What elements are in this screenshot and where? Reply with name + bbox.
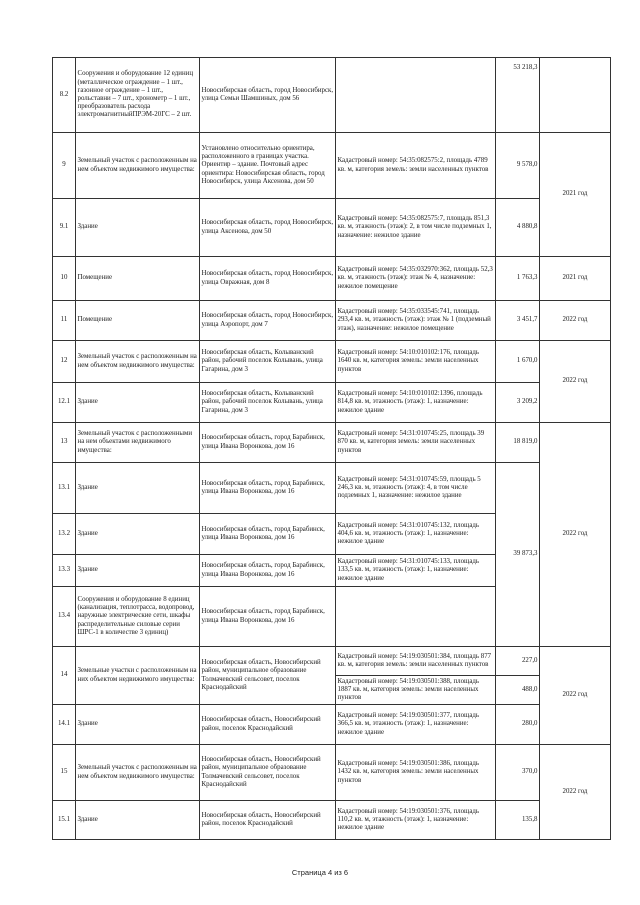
area-value: 135,8 [496, 801, 540, 840]
cadastral-info: Кадастровый номер: 54:19:030501:376, площадь 110,2 кв. м, этажность (этаж): 1, назначение: нежилое здание [336, 801, 496, 840]
row-number: 9 [53, 133, 76, 199]
year-cell: 2021 год [540, 133, 611, 257]
row-number: 13.3 [53, 555, 76, 587]
table-row [53, 58, 611, 133]
cadastral-info: Кадастровый номер: 54:19:030501:384, площадь 877 кв. м, категория земель: земли населенных пунктов [336, 647, 496, 676]
object-address: Новосибирская область, город Барабинск, улица Ивана Воронкова, дом 16 [200, 514, 336, 555]
area-value: 18 819,0 [496, 423, 540, 463]
table-row [53, 705, 611, 745]
cadastral-info [336, 587, 496, 647]
object-name: Земельный участок с расположенным на нем объектом недвижимого имущества: [76, 341, 200, 383]
page-number: Страница 4 из 6 [291, 868, 349, 877]
row-number: 12 [53, 341, 76, 383]
object-address: Новосибирская область, Новосибирский район, поселок Краснодайский [200, 705, 336, 745]
row-number: 12.1 [53, 383, 76, 423]
object-address: Новосибирская область, город Новосибирск, улица Овражная, дом 8 [200, 257, 336, 301]
row-number: 10 [53, 257, 76, 301]
row-number: 13 [53, 423, 76, 463]
area-value: 1 763,3 [496, 257, 540, 301]
table-row [53, 133, 611, 199]
row-number: 11 [53, 301, 76, 341]
property-table [52, 57, 611, 840]
area-value: 53 218,3 [496, 58, 540, 133]
area-value: 3 451,7 [496, 301, 540, 341]
cadastral-info [336, 58, 496, 133]
cadastral-info: Кадастровый номер: 54:10:010102:176, площадь 1640 кв. м, категория земель: земли населенных пунктов [336, 341, 496, 383]
object-name: Здание [76, 555, 200, 587]
cadastral-info: Кадастровый номер: 54:19:030501:377, площадь 366,5 кв. м, этажность (этаж): 1, назначение: нежилое здание [336, 705, 496, 745]
object-address: Новосибирская область, Новосибирский район, муниципальное образование Толмачевский сельсовет, поселок Краснодайский [200, 745, 336, 801]
area-value: 488,0 [496, 676, 540, 705]
table-row [53, 341, 611, 383]
object-address: Новосибирская область, город Новосибирск, улица Аксенова, дом 50 [200, 199, 336, 257]
row-number: 9.1 [53, 199, 76, 257]
object-name: Земельный участок с расположенным на нем объектом недвижимого имущества: [76, 745, 200, 801]
row-number: 14 [53, 647, 76, 705]
year-cell: 2022 год [540, 423, 611, 647]
table-row [53, 745, 611, 801]
object-address: Новосибирская область, Колыванский район, рабочий поселок Колывань, улица Гагарина, дом 3 [200, 383, 336, 423]
cadastral-info: Кадастровый номер: 54:19:030501:386, площадь 1432 кв. м, категория земель: земли населенных пунктов [336, 745, 496, 801]
object-name: Помещение [76, 301, 200, 341]
area-value: 1 670,0 [496, 341, 540, 383]
table-row [53, 257, 611, 301]
object-name: Здание [76, 801, 200, 840]
year-cell: 2022 год [540, 341, 611, 423]
cadastral-info: Кадастровый номер: 54:35:082575:2, площадь 4789 кв. м, категория земель: земли населенных пунктов [336, 133, 496, 199]
year-cell: 2022 год [540, 647, 611, 745]
table-row [53, 383, 611, 423]
year-cell [540, 58, 611, 133]
object-name: Здание [76, 514, 200, 555]
row-number: 15 [53, 745, 76, 801]
object-address: Новосибирская область, город Барабинск, улица Ивана Воронкова, дом 16 [200, 587, 336, 647]
table-row [53, 423, 611, 463]
table-row [53, 301, 611, 341]
row-number: 13.2 [53, 514, 76, 555]
year-cell: 2022 год [540, 745, 611, 840]
area-value: 227,0 [496, 647, 540, 676]
year-cell: 2021 год [540, 257, 611, 301]
cadastral-info: Кадастровый номер: 54:31:010745:133, площадь 133,5 кв. м, этажность (этаж): 1, назначение: нежилое здание [336, 555, 496, 587]
table-row [53, 199, 611, 257]
object-name: Земельные участки с расположенным на них объектом недвижимого имущества: [76, 647, 200, 705]
row-number: 8.2 [53, 58, 76, 133]
table-row [53, 463, 611, 514]
object-address: Новосибирская область, город Новосибирск, улица Аэропорт, дом 7 [200, 301, 336, 341]
cadastral-info: Кадастровый номер: 54:10:010102:1396, площадь 814,8 кв. м, этажность (этаж): 1, назначение: нежилое здание [336, 383, 496, 423]
object-name: Сооружения и оборудование 12 единиц (металлическое ограждение – 1 шт., газонное ограждение – 1 шт., рольставни – 7 шт., хронометр – 1 шт., преобразователь расхода электромагнитныйПРЭМ-20ГС – 2 шт. [76, 58, 200, 133]
object-name: Здание [76, 463, 200, 514]
cadastral-info: Кадастровый номер: 54:31:010745:132, площадь 404,6 кв. м, этажность (этаж): 1, назначение: нежилое здание [336, 514, 496, 555]
object-name: Сооружения и оборудование 8 единиц (канализация, теплотрасса, водопровод, наружные электрические сети, шкафы распределительные силовые серии ШРС-1 в количестве 3 единиц) [76, 587, 200, 647]
object-name: Помещение [76, 257, 200, 301]
object-address: Новосибирская область, Новосибирский район, муниципальное образование Толмачевский сельсовет, поселок Краснодайский [200, 647, 336, 705]
cadastral-info: Кадастровый номер: 54:35:082575:7, площадь 851,3 кв. м, этажность (этаж): 2, в том числе подземных 1, назначение: нежилое здание [336, 199, 496, 257]
object-address: Новосибирская область, город Новосибирск, улица Семьи Шамшиных, дом 56 [200, 58, 336, 133]
object-address: Новосибирская область, Новосибирский район, поселок Краснодайский [200, 801, 336, 840]
row-number: 14.1 [53, 705, 76, 745]
object-address: Установлено относительно ориентира, расположенного в границах участка. Ориентир – здание. Почтовый адрес ориентира: Новосибирская область, город Новосибирск, улица Аксенова, дом 50 [200, 133, 336, 199]
area-value: 9 578,0 [496, 133, 540, 199]
cadastral-info: Кадастровый номер: 54:31:010745:25, площадь 39 870 кв. м, категория земель: земли населенных пунктов [336, 423, 496, 463]
year-cell: 2022 год [540, 301, 611, 341]
object-name: Земельный участок с расположенным на нем объектом недвижимого имущества: [76, 133, 200, 199]
area-value: 4 880,8 [496, 199, 540, 257]
object-address: Новосибирская область, город Барабинск, улица Ивана Воронкова, дом 16 [200, 463, 336, 514]
object-address: Новосибирская область, Колыванский район, рабочий поселок Колывань, улица Гагарина, дом 3 [200, 341, 336, 383]
table-row [53, 647, 611, 676]
object-name: Здание [76, 383, 200, 423]
area-value: 3 209,2 [496, 383, 540, 423]
row-number: 15.1 [53, 801, 76, 840]
cadastral-info: Кадастровый номер: 54:19:030501:388, площадь 1887 кв. м, категория земель: земли населенных пунктов [336, 676, 496, 705]
object-name: Здание [76, 705, 200, 745]
row-number: 13.4 [53, 587, 76, 647]
cadastral-info: Кадастровый номер: 54:35:032970:362, площадь 52,3 кв. м, этажность (этаж): этаж № 4, назначение: нежилое помещение [336, 257, 496, 301]
table-row [53, 801, 611, 840]
object-name: Здание [76, 199, 200, 257]
object-name: Земельный участок с расположенными на нем объектами недвижимого имущества: [76, 423, 200, 463]
object-address: Новосибирская область, город Барабинск, улица Ивана Воронкова, дом 16 [200, 555, 336, 587]
row-number: 13.1 [53, 463, 76, 514]
cadastral-info: Кадастровый номер: 54:31:010745:59, площадь 5 246,3 кв. м, этажность (этаж): 4, в том числе подземных 1, назначение: нежилое здание [336, 463, 496, 514]
area-value: 280,0 [496, 705, 540, 745]
cadastral-info: Кадастровый номер: 54:35:033545:741, площадь 293,4 кв. м, этажность (этаж): этаж № 1 (подземный этаж), назначение: нежилое помещение [336, 301, 496, 341]
area-value: 370,0 [496, 745, 540, 801]
object-address: Новосибирская область, город Барабинск, улица Ивана Воронкова, дом 16 [200, 423, 336, 463]
area-value: 39 873,3 [496, 463, 540, 647]
